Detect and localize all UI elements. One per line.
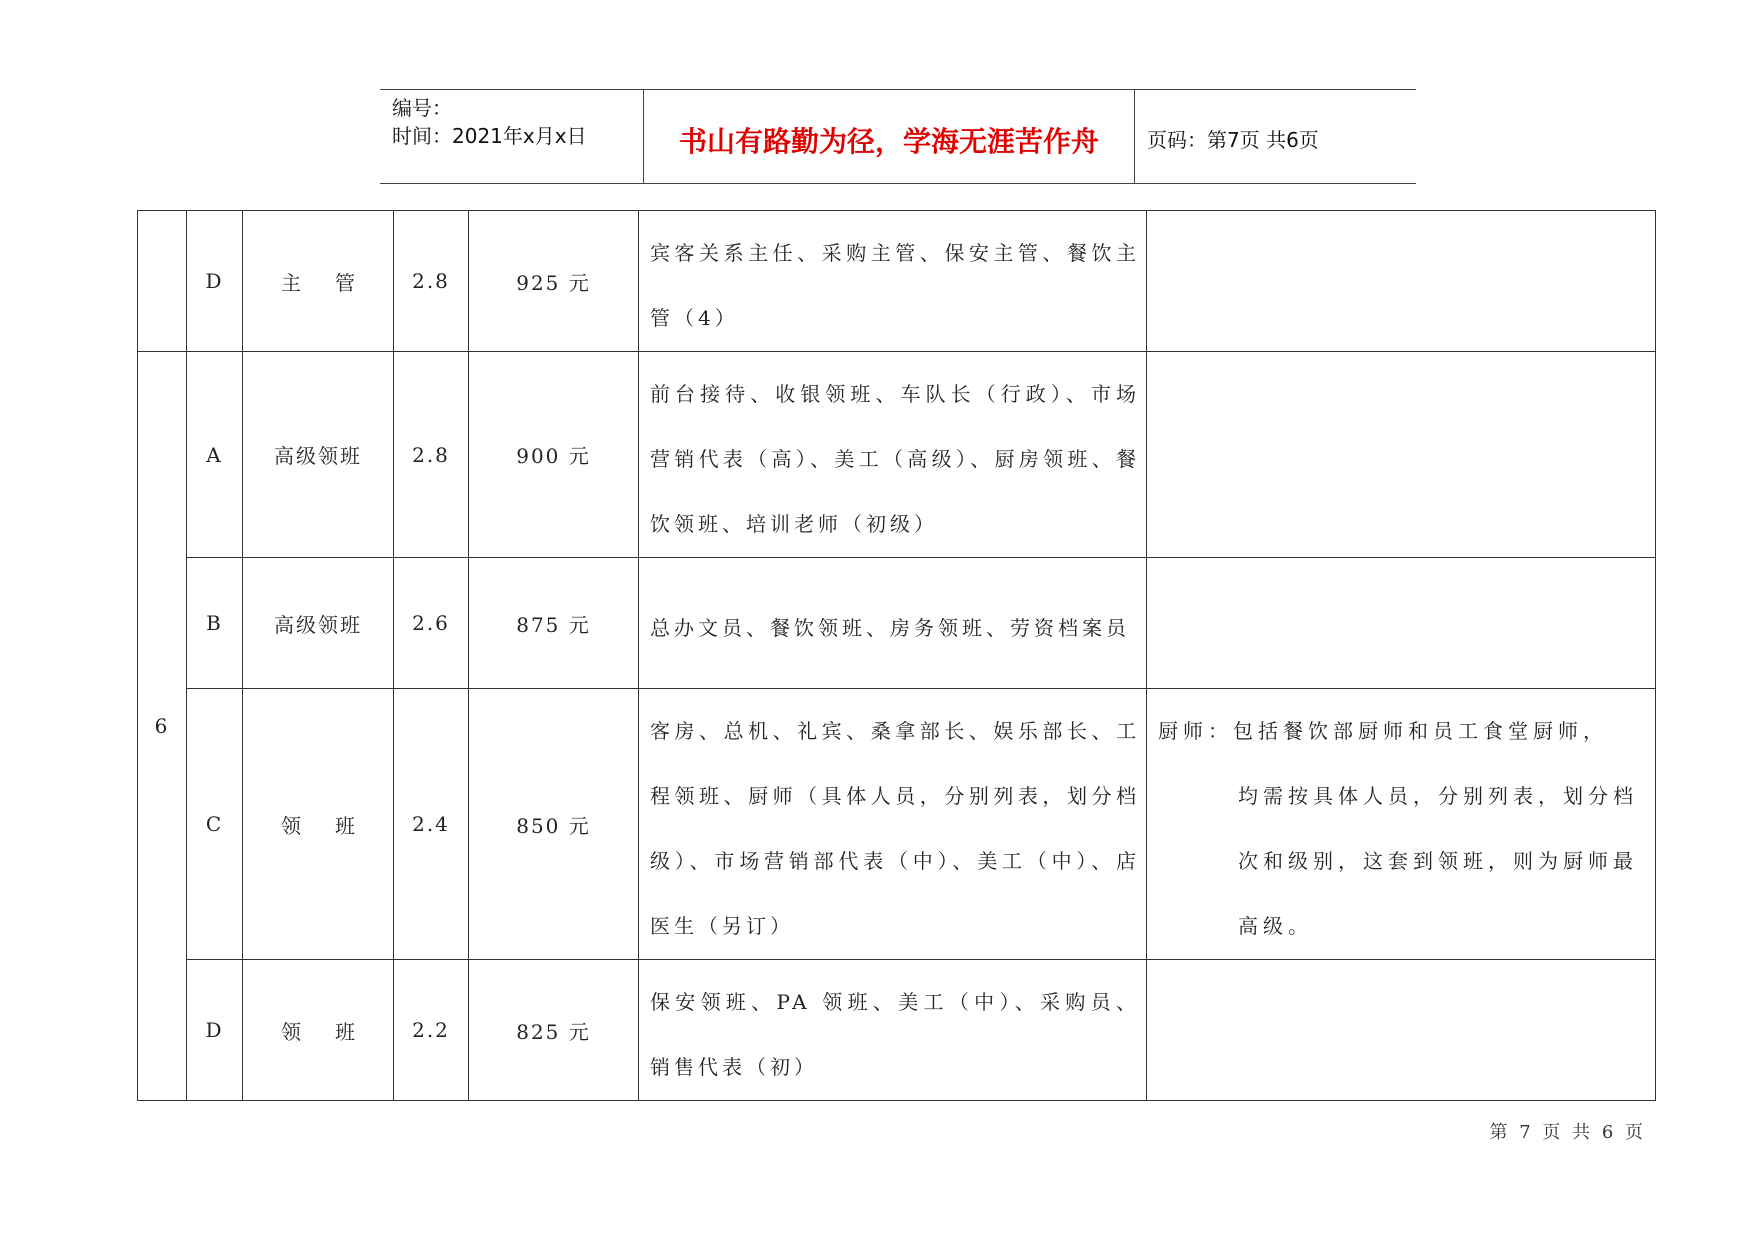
salary-grade-table xyxy=(137,210,1656,1101)
salary-cell: 925 元 xyxy=(469,211,639,352)
positions-cell xyxy=(639,960,1147,1101)
header-page-label: 页码：第7页 共6页 xyxy=(1147,128,1319,152)
positions-cell xyxy=(639,689,1147,960)
title-text: 领班 xyxy=(281,1019,389,1044)
positions-text: 前台接待、收银领班、车队长（行政）、市场营销代表（高）、美工（高级）、厨房领班、餐饮领班、培训老师（初级） xyxy=(650,382,1140,536)
title-text: 主管 xyxy=(281,270,389,295)
coefficient-cell: 2.8 xyxy=(394,211,469,352)
positions-text: 宾客关系主任、采购主管、保安主管、餐饮主管（4） xyxy=(650,241,1140,330)
table-row xyxy=(138,689,1656,960)
document-time-label: 时间：2021年x月x日 xyxy=(392,124,587,148)
salary-cell: 825 元 xyxy=(469,960,639,1101)
salary-cell: 900 元 xyxy=(469,352,639,558)
positions-text: 保安领班、PA 领班、美工（中）、采购员、销售代表（初） xyxy=(650,990,1140,1079)
group-number-cell: 6 xyxy=(138,352,187,1101)
table-row xyxy=(138,960,1656,1101)
title-cell: 高级领班 xyxy=(243,558,394,689)
note-cell xyxy=(1147,352,1656,558)
level-cell: C xyxy=(187,689,243,960)
group-cell-empty xyxy=(138,211,187,352)
salary-cell: 850 元 xyxy=(469,689,639,960)
coefficient-cell: 2.4 xyxy=(394,689,469,960)
note-cell xyxy=(1147,960,1656,1101)
table-row xyxy=(138,558,1656,689)
note-cell xyxy=(1147,211,1656,352)
page-footer: 第 7 页 共 6 页 xyxy=(1489,1122,1646,1143)
title-cell xyxy=(243,960,394,1101)
header-page-cell xyxy=(1135,90,1416,183)
header-meta-cell xyxy=(380,90,644,183)
level-cell: B xyxy=(187,558,243,689)
coefficient-cell: 2.6 xyxy=(394,558,469,689)
positions-text: 客房、总机、礼宾、桑拿部长、娱乐部长、工程领班、厨师（具体人员，分别列表，划分档级）、市场营销部代表（中）、美工（中）、店医生（另订） xyxy=(650,719,1140,938)
table-row xyxy=(138,211,1656,352)
title-text: 领班 xyxy=(281,813,389,838)
document-number-label: 编号： xyxy=(392,96,452,120)
level-cell: A xyxy=(187,352,243,558)
level-cell: D xyxy=(187,211,243,352)
header-motto-cell xyxy=(644,90,1135,183)
positions-cell xyxy=(639,558,1147,689)
note-cell xyxy=(1147,558,1656,689)
document-header xyxy=(380,89,1416,184)
title-cell: 高级领班 xyxy=(243,352,394,558)
salary-cell: 875 元 xyxy=(469,558,639,689)
table-row xyxy=(138,352,1656,558)
level-cell: D xyxy=(187,960,243,1101)
coefficient-cell: 2.2 xyxy=(394,960,469,1101)
title-cell xyxy=(243,211,394,352)
note-text xyxy=(1147,689,1655,959)
note-line-first: 厨师：包括餐饮部厨师和员工食堂厨师， xyxy=(1158,719,1608,743)
positions-cell xyxy=(639,352,1147,558)
note-cell xyxy=(1147,689,1656,960)
note-line-rest: 均需按具体人员，分别列表，划分档次和级别，这套到领班，则为厨师最高级。 xyxy=(1238,784,1638,938)
title-cell xyxy=(243,689,394,960)
positions-cell xyxy=(639,211,1147,352)
header-motto: 书山有路勤为径，学海无涯苦作舟 xyxy=(678,125,1099,158)
coefficient-cell: 2.8 xyxy=(394,352,469,558)
positions-text: 总办文员、餐饮领班、房务领班、劳资档案员 xyxy=(650,615,1130,640)
